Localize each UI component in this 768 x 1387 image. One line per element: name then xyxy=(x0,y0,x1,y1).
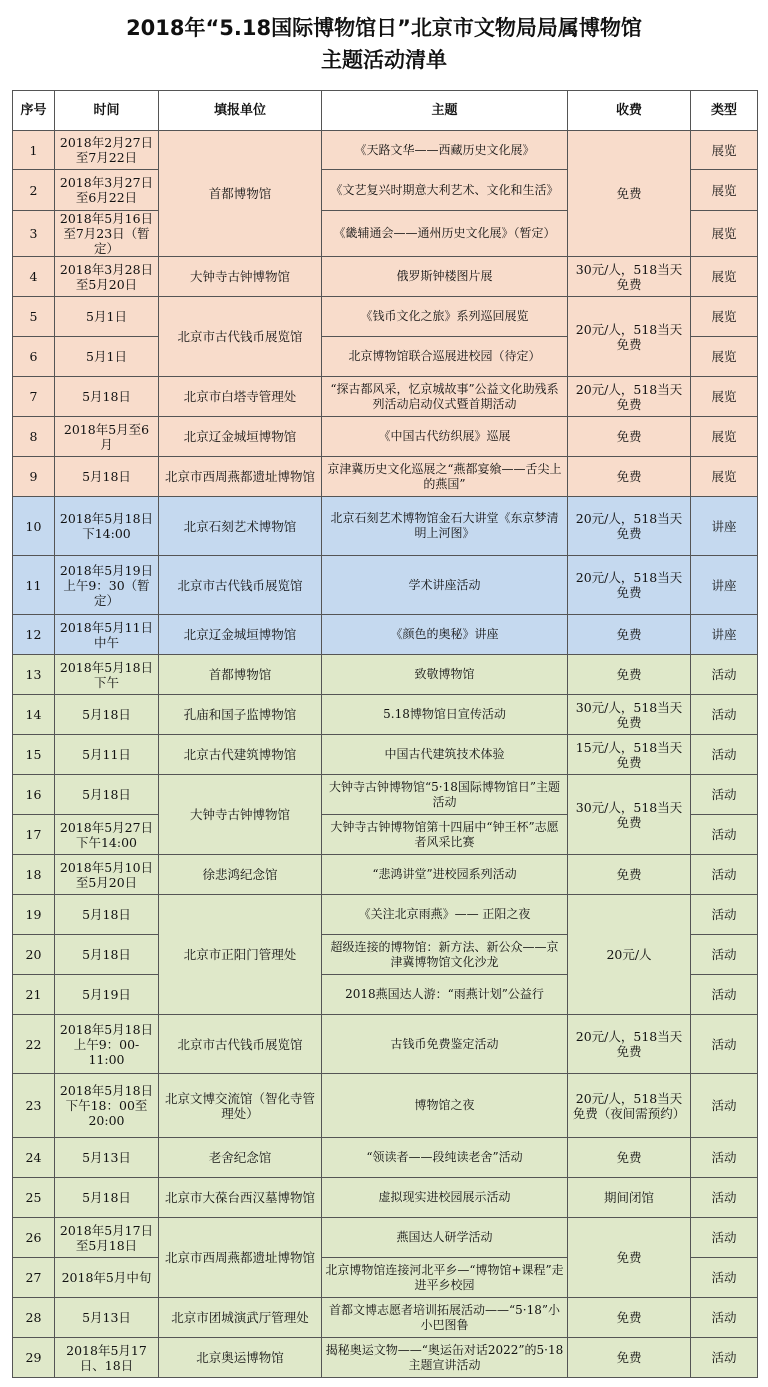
row-no: 5 xyxy=(13,297,55,337)
row-topic: 5.18博物馆日宣传活动 xyxy=(322,695,568,735)
row-topic: 《天路文华——西藏历史文化展》 xyxy=(322,131,568,170)
row-fee: 20元/人，518当天免费 xyxy=(568,297,691,377)
row-topic: 首都文博志愿者培训拓展活动——“5·18”小小巴图鲁 xyxy=(322,1298,568,1338)
table-row xyxy=(13,1338,758,1378)
row-time: 5月13日 xyxy=(55,1298,159,1338)
row-unit: 徐悲鸿纪念馆 xyxy=(159,855,322,895)
row-type: 活动 xyxy=(691,655,758,695)
row-time: 5月11日 xyxy=(55,735,159,775)
header-type: 类型 xyxy=(691,91,758,131)
row-topic: 超级连接的博物馆：新方法、新公众——京津冀博物馆文化沙龙 xyxy=(322,935,568,975)
row-topic: “领读者——段纯读老舍”活动 xyxy=(322,1138,568,1178)
row-time: 2018年5月27日下午14:00 xyxy=(55,815,159,855)
row-fee: 免费 xyxy=(568,1138,691,1178)
row-no: 28 xyxy=(13,1298,55,1338)
row-no: 20 xyxy=(13,935,55,975)
row-no: 21 xyxy=(13,975,55,1015)
row-type: 活动 xyxy=(691,975,758,1015)
row-type: 展览 xyxy=(691,211,758,257)
table-row xyxy=(13,417,758,457)
row-no: 18 xyxy=(13,855,55,895)
table-row xyxy=(13,1138,758,1178)
row-type: 活动 xyxy=(691,695,758,735)
row-type: 活动 xyxy=(691,1138,758,1178)
row-topic: 《关注北京雨燕》—— 正阳之夜 xyxy=(322,895,568,935)
row-unit: 孔庙和国子监博物馆 xyxy=(159,695,322,735)
row-type: 展览 xyxy=(691,457,758,497)
header-fee: 收费 xyxy=(568,91,691,131)
row-type: 展览 xyxy=(691,257,758,297)
row-unit: 老舍纪念馆 xyxy=(159,1138,322,1178)
row-unit: 首都博物馆 xyxy=(159,655,322,695)
row-time: 2018年3月27日至6月22日 xyxy=(55,170,159,211)
table-row xyxy=(13,615,758,655)
row-fee: 20元/人，518当天免费 xyxy=(568,1015,691,1074)
table-row xyxy=(13,497,758,556)
row-unit: 北京市西周燕都遗址博物馆 xyxy=(159,457,322,497)
row-topic: 北京博物馆联合巡展进校园（待定） xyxy=(322,337,568,377)
row-type: 活动 xyxy=(691,1258,758,1298)
table-row xyxy=(13,695,758,735)
row-time: 2018年5月18日下14:00 xyxy=(55,497,159,556)
row-time: 2018年3月28日至5月20日 xyxy=(55,257,159,297)
row-type: 讲座 xyxy=(691,556,758,615)
table-row xyxy=(13,1074,758,1138)
row-fee: 免费 xyxy=(568,417,691,457)
row-time: 5月19日 xyxy=(55,975,159,1015)
row-unit: 北京辽金城垣博物馆 xyxy=(159,417,322,457)
row-fee: 免费 xyxy=(568,1298,691,1338)
row-time: 5月18日 xyxy=(55,695,159,735)
header-no: 序号 xyxy=(13,91,55,131)
row-fee: 免费 xyxy=(568,655,691,695)
row-unit: 北京市正阳门管理处 xyxy=(159,895,322,1015)
row-unit: 北京辽金城垣博物馆 xyxy=(159,615,322,655)
table-row xyxy=(13,1298,758,1338)
row-fee: 期间闭馆 xyxy=(568,1178,691,1218)
document-title-line1: 2018年“5.18国际博物馆日”北京市文物局局属博物馆 xyxy=(126,16,642,40)
row-topic: 致敬博物馆 xyxy=(322,655,568,695)
row-time: 5月18日 xyxy=(55,935,159,975)
row-fee: 30元/人，518当天免费 xyxy=(568,695,691,735)
row-type: 活动 xyxy=(691,1015,758,1074)
table-row xyxy=(13,855,758,895)
row-time: 5月13日 xyxy=(55,1138,159,1178)
row-time: 2018年5月至6月 xyxy=(55,417,159,457)
row-no: 19 xyxy=(13,895,55,935)
row-no: 13 xyxy=(13,655,55,695)
row-type: 活动 xyxy=(691,735,758,775)
row-no: 4 xyxy=(13,257,55,297)
row-topic: “悲鸿讲堂”进校园系列活动 xyxy=(322,855,568,895)
row-type: 活动 xyxy=(691,815,758,855)
table-row xyxy=(13,457,758,497)
row-topic: 《中国古代纺织展》巡展 xyxy=(322,417,568,457)
row-no: 2 xyxy=(13,170,55,211)
row-topic: 博物馆之夜 xyxy=(322,1074,568,1138)
row-time: 5月18日 xyxy=(55,457,159,497)
row-fee: 20元/人，518当天免费 xyxy=(568,497,691,556)
table-row xyxy=(13,775,758,815)
row-time: 5月18日 xyxy=(55,895,159,935)
row-fee: 20元/人，518当天免费 xyxy=(568,377,691,417)
row-topic: 揭秘奥运文物——“奥运缶对话2022”的5·18主题宣讲活动 xyxy=(322,1338,568,1378)
row-fee: 免费 xyxy=(568,615,691,655)
table-row xyxy=(13,1178,758,1218)
table-row xyxy=(13,556,758,615)
row-fee: 免费 xyxy=(568,1338,691,1378)
row-time: 2018年5月中旬 xyxy=(55,1258,159,1298)
row-no: 26 xyxy=(13,1218,55,1258)
row-topic: 《文艺复兴时期意大利艺术、文化和生活》 xyxy=(322,170,568,211)
row-topic: 燕国达人研学活动 xyxy=(322,1218,568,1258)
row-type: 活动 xyxy=(691,1338,758,1378)
row-unit: 北京市古代钱币展览馆 xyxy=(159,1015,322,1074)
row-unit: 北京奥运博物馆 xyxy=(159,1338,322,1378)
row-time: 2018年5月19日上午9：30（暂定） xyxy=(55,556,159,615)
row-topic: 北京博物馆连接河北平乡—“博物馆+课程”走进平乡校园 xyxy=(322,1258,568,1298)
row-time: 5月18日 xyxy=(55,775,159,815)
row-no: 22 xyxy=(13,1015,55,1074)
row-fee: 30元/人，518当天免费 xyxy=(568,775,691,855)
row-topic: 学术讲座活动 xyxy=(322,556,568,615)
row-topic: 大钟寺古钟博物馆第十四届中“钟王杯”志愿者风采比赛 xyxy=(322,815,568,855)
row-fee: 20元/人 xyxy=(568,895,691,1015)
row-time: 2018年5月10日至5月20日 xyxy=(55,855,159,895)
row-topic: 北京石刻艺术博物馆金石大讲堂《东京梦清明上河图》 xyxy=(322,497,568,556)
row-type: 活动 xyxy=(691,1178,758,1218)
row-no: 23 xyxy=(13,1074,55,1138)
header-topic: 主题 xyxy=(322,91,568,131)
row-fee: 免费 xyxy=(568,855,691,895)
row-time: 5月1日 xyxy=(55,297,159,337)
row-topic: “探古都风采，忆京城故事”公益文化助残系列活动启动仪式暨首期活动 xyxy=(322,377,568,417)
table-row xyxy=(13,257,758,297)
row-type: 讲座 xyxy=(691,615,758,655)
row-unit: 北京文博交流馆（智化寺管理处） xyxy=(159,1074,322,1138)
row-unit: 北京市古代钱币展览馆 xyxy=(159,556,322,615)
row-no: 25 xyxy=(13,1178,55,1218)
row-topic: 中国古代建筑技术体验 xyxy=(322,735,568,775)
row-fee: 免费 xyxy=(568,131,691,257)
row-time: 5月1日 xyxy=(55,337,159,377)
row-no: 27 xyxy=(13,1258,55,1298)
row-time: 2018年5月17日至5月18日 xyxy=(55,1218,159,1258)
row-no: 16 xyxy=(13,775,55,815)
table-row xyxy=(13,895,758,935)
row-unit: 北京市大葆台西汉墓博物馆 xyxy=(159,1178,322,1218)
row-topic: 俄罗斯钟楼图片展 xyxy=(322,257,568,297)
row-unit: 首都博物馆 xyxy=(159,131,322,257)
row-topic: 《钱币文化之旅》系列巡回展览 xyxy=(322,297,568,337)
row-no: 7 xyxy=(13,377,55,417)
row-unit: 北京石刻艺术博物馆 xyxy=(159,497,322,556)
row-type: 展览 xyxy=(691,297,758,337)
table-header-row xyxy=(13,91,758,131)
row-no: 29 xyxy=(13,1338,55,1378)
row-type: 展览 xyxy=(691,417,758,457)
row-time: 5月18日 xyxy=(55,1178,159,1218)
activity-table xyxy=(12,90,758,1378)
table-row xyxy=(13,735,758,775)
row-topic: 古钱币免费鉴定活动 xyxy=(322,1015,568,1074)
row-no: 1 xyxy=(13,131,55,170)
header-time: 时间 xyxy=(55,91,159,131)
header-unit: 填报单位 xyxy=(159,91,322,131)
row-time: 2018年2月27日至7月22日 xyxy=(55,131,159,170)
row-type: 展览 xyxy=(691,337,758,377)
row-fee: 15元/人，518当天免费 xyxy=(568,735,691,775)
document-title-line2: 主题活动清单 xyxy=(321,48,447,72)
row-type: 展览 xyxy=(691,131,758,170)
row-no: 15 xyxy=(13,735,55,775)
row-type: 讲座 xyxy=(691,497,758,556)
row-no: 24 xyxy=(13,1138,55,1178)
table-row xyxy=(13,131,758,170)
row-time: 2018年5月18日下午18：00至20:00 xyxy=(55,1074,159,1138)
row-unit: 北京市西周燕都遗址博物馆 xyxy=(159,1218,322,1298)
row-unit: 北京市团城演武厅管理处 xyxy=(159,1298,322,1338)
row-topic: 《颜色的奥秘》讲座 xyxy=(322,615,568,655)
row-time: 2018年5月18日上午9：00-11:00 xyxy=(55,1015,159,1074)
table-row xyxy=(13,1218,758,1258)
row-no: 11 xyxy=(13,556,55,615)
row-no: 17 xyxy=(13,815,55,855)
row-topic: 2018燕国达人游：“雨燕计划”公益行 xyxy=(322,975,568,1015)
row-time: 2018年5月17日、18日 xyxy=(55,1338,159,1378)
table-row xyxy=(13,297,758,337)
row-topic: 大钟寺古钟博物馆“5·18国际博物馆日”主题活动 xyxy=(322,775,568,815)
row-no: 8 xyxy=(13,417,55,457)
row-fee: 30元/人，518当天免费 xyxy=(568,257,691,297)
row-type: 活动 xyxy=(691,935,758,975)
row-fee: 20元/人，518当天免费（夜间需预约） xyxy=(568,1074,691,1138)
row-fee: 20元/人，518当天免费 xyxy=(568,556,691,615)
row-no: 12 xyxy=(13,615,55,655)
row-unit: 北京市古代钱币展览馆 xyxy=(159,297,322,377)
row-type: 展览 xyxy=(691,377,758,417)
row-time: 2018年5月18日下午 xyxy=(55,655,159,695)
row-time: 2018年5月11日中午 xyxy=(55,615,159,655)
row-time: 5月18日 xyxy=(55,377,159,417)
table-row xyxy=(13,655,758,695)
row-no: 14 xyxy=(13,695,55,735)
row-topic: 虚拟现实进校园展示活动 xyxy=(322,1178,568,1218)
row-type: 展览 xyxy=(691,170,758,211)
row-unit: 北京市白塔寺管理处 xyxy=(159,377,322,417)
row-topic: 京津冀历史文化巡展之“燕都宴飨——舌尖上的燕国” xyxy=(322,457,568,497)
row-unit: 大钟寺古钟博物馆 xyxy=(159,775,322,855)
row-type: 活动 xyxy=(691,855,758,895)
table-row xyxy=(13,1015,758,1074)
row-fee: 免费 xyxy=(568,1218,691,1298)
row-no: 6 xyxy=(13,337,55,377)
row-no: 9 xyxy=(13,457,55,497)
row-type: 活动 xyxy=(691,1218,758,1258)
row-time: 2018年5月16日至7月23日（暂定） xyxy=(55,211,159,257)
row-no: 10 xyxy=(13,497,55,556)
table-row xyxy=(13,377,758,417)
row-fee: 免费 xyxy=(568,457,691,497)
row-type: 活动 xyxy=(691,1298,758,1338)
row-topic: 《畿辅通会——通州历史文化展》（暂定） xyxy=(322,211,568,257)
row-type: 活动 xyxy=(691,1074,758,1138)
row-no: 3 xyxy=(13,211,55,257)
row-type: 活动 xyxy=(691,895,758,935)
row-unit: 北京古代建筑博物馆 xyxy=(159,735,322,775)
row-unit: 大钟寺古钟博物馆 xyxy=(159,257,322,297)
row-type: 活动 xyxy=(691,775,758,815)
